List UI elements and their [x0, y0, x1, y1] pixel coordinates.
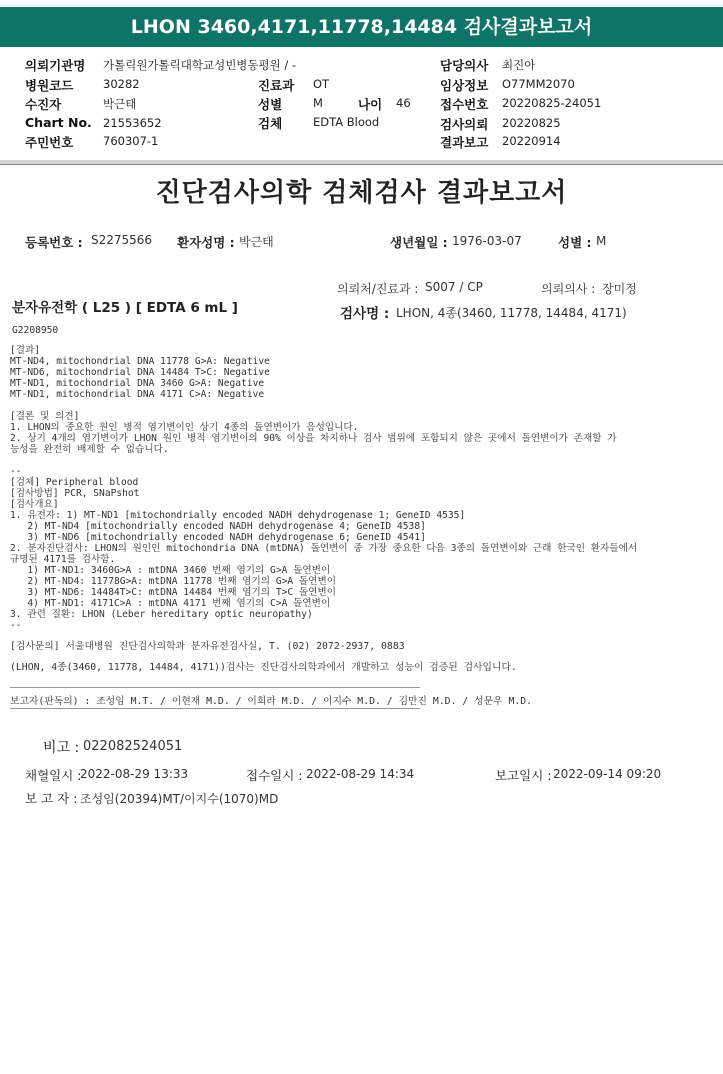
header-divider-line [0, 164, 723, 165]
hospital-value: 가톨릭원가톨릭대학교성빈병동평원 / - [103, 58, 297, 72]
receive-value: 2022-08-29 14:34 [306, 767, 415, 781]
req-doctor-value: 장미정 [602, 282, 637, 296]
receive-label: 접수일시 : [246, 768, 303, 783]
code-value: 30282 [103, 77, 140, 91]
collect-label: 채혈일시 : [25, 768, 82, 783]
sex-value: M [313, 96, 323, 110]
banner-title: LHON 3460,4171,11778,14484 검사결과보고서 [130, 16, 593, 38]
examinee-label: 수진자 [25, 97, 62, 112]
reg-no-label: 등록번호 : [25, 235, 83, 250]
reporter-top-rule [10, 687, 420, 688]
clinical-label: 임상정보 [440, 78, 489, 93]
doctor-value: 최진아 [502, 58, 536, 72]
document-title: 진단검사의학 검체검사 결과보고서 [155, 178, 568, 208]
test-name-label: 검사명 : [340, 306, 390, 322]
specimen-value: EDTA Blood [313, 115, 380, 129]
examinee-value: 박근태 [103, 97, 137, 111]
specimen-id: G2208950 [12, 325, 59, 336]
report-time-value: 2022-09-14 09:20 [553, 767, 662, 781]
receipt-label: 접수번호 [440, 97, 489, 112]
chart-label: Chart No. [25, 115, 92, 130]
chart-value: 21553652 [103, 116, 162, 130]
dept-label: 진료과 [258, 78, 295, 93]
birth-value: 1976-03-07 [452, 234, 522, 248]
doctor-label: 담당의사 [440, 58, 489, 73]
resident-label: 주민번호 [25, 135, 74, 150]
patient-name-label: 환자성명 : [177, 235, 235, 250]
reporter-value: 조성임(20394)MT/이지수(1070)MD [80, 792, 279, 806]
hospital-label: 의뢰기관명 [25, 58, 86, 73]
specimen-label: 검체 [258, 116, 283, 131]
reporters-line: 보고자(판독의) : 조성임 M.T. / 이현재 M.D. / 이희라 M.D. / 이지수 M.D. / 김만진 M.D. / 성문우 M.D. [10, 696, 533, 707]
reporter-bottom-rule [10, 708, 420, 709]
clinical-value: O77MM2070 [502, 77, 575, 91]
patient-name-value: 박근태 [239, 235, 274, 249]
collect-value: 2022-08-29 13:33 [80, 767, 189, 781]
code-label: 병원코드 [25, 78, 74, 93]
req-dept-value: S007 / CP [425, 280, 483, 294]
report-banner [0, 7, 723, 47]
dept-value: OT [313, 77, 330, 91]
development-note: (LHON, 4종(3460, 11778, 14484, 4171))검사는 진단검사의학과에서 개발하고 성능이 검증된 검사입니다. [10, 662, 517, 673]
report-date-value: 20220914 [502, 134, 561, 148]
receipt-value: 20220825-24051 [502, 96, 602, 110]
request-date-label: 검사의뢰 [440, 117, 489, 132]
age-label: 나이 [358, 97, 383, 112]
note-value: 022082524051 [83, 739, 183, 754]
inquiry-line: [검사문의] 서울대병원 진단검사의학과 분자유전검사실, T. (02) 2072-2937, 0883 [10, 641, 405, 652]
test-name-value: LHON, 4종(3460, 11778, 14484, 4171) [396, 306, 627, 320]
report-time-label: 보고일시 : [495, 768, 552, 783]
patient-sex-label: 성별 : [558, 235, 592, 250]
section-title: 분자유전학 ( L25 ) [ EDTA 6 mL ] [12, 300, 238, 316]
report-date-label: 결과보고 [440, 135, 489, 150]
sex-label: 성별 [258, 97, 283, 112]
resident-value: 760307-1 [103, 134, 159, 148]
req-doctor-label: 의뢰의사 : [541, 282, 596, 296]
birth-label: 생년월일 : [390, 235, 448, 250]
result-body: [결과] MT-ND4, mitochondrial DNA 11778 G>A: Negative MT-ND6, mitochondrial DNA 14484 T>C: Negative MT-ND1, mitochondrial DNA 3460 G>A: Negative MT-ND1, mitochondrial DNA 4171 C>A: Negative [결론 및 의견] 1. LHON의 중요한 원인 병적 염기변이인 상기 4종의 돌연변이가 음성입니다. 2. 상기 4개의 염기변이가 LHON 원인 병적 염기변이의 90% 이상을 차지하나 검사 범위에 포함되지 않은 곳에서 돌연변이가 존재할 가 능성을 완전히 배제할 수 없습니다. -- [검체] Peripheral blood [검사방법] PCR, SNaPshot [검사개요] 1. 유전자: 1) MT-ND1 [mitochondrially encoded NADH dehydrogenase 1; GeneID 4535] 2) MT-ND4 [mitochondrially encoded NADH dehydrogenase 4; GeneID 4538] 3) MT-ND6 [mitochondrially encoded NADH dehydrogenase 6; GeneID 4541] 2. 분자진단검사: LHON의 원인인 mitochondria DNA (mtDNA) 돌연변이 중 가장 중요한 다음 3종의 돌연변이와 근래 한국인 환자들에서 규명된 4171를 검사함. 1) MT-ND1: 3460G>A : mtDNA 3460 번째 염기의 G>A 돌연변이 2) MT-ND4: 11778G>A: mtDNA 11778 번째 염기의 G>A 돌연변이 3) MT-ND6: 14484T>C: mtDNA 14484 번째 염기의 T>C 돌연변이 4) MT-ND1: 4171C>A : mtDNA 4171 번째 염기의 C>A 돌연변이 3. 관련 질환: LHON (Leber hereditary optic neuropathy) -- [10, 345, 638, 631]
request-date-value: 20220825 [502, 116, 561, 130]
req-dept-label: 의뢰처/진료과 : [337, 282, 419, 296]
reg-no-value: S2275566 [91, 233, 153, 247]
note-label: 비고 : [43, 740, 80, 756]
patient-sex-value: M [596, 234, 607, 248]
reporter-label: 보 고 자 : [25, 791, 78, 806]
age-value: 46 [396, 96, 411, 110]
